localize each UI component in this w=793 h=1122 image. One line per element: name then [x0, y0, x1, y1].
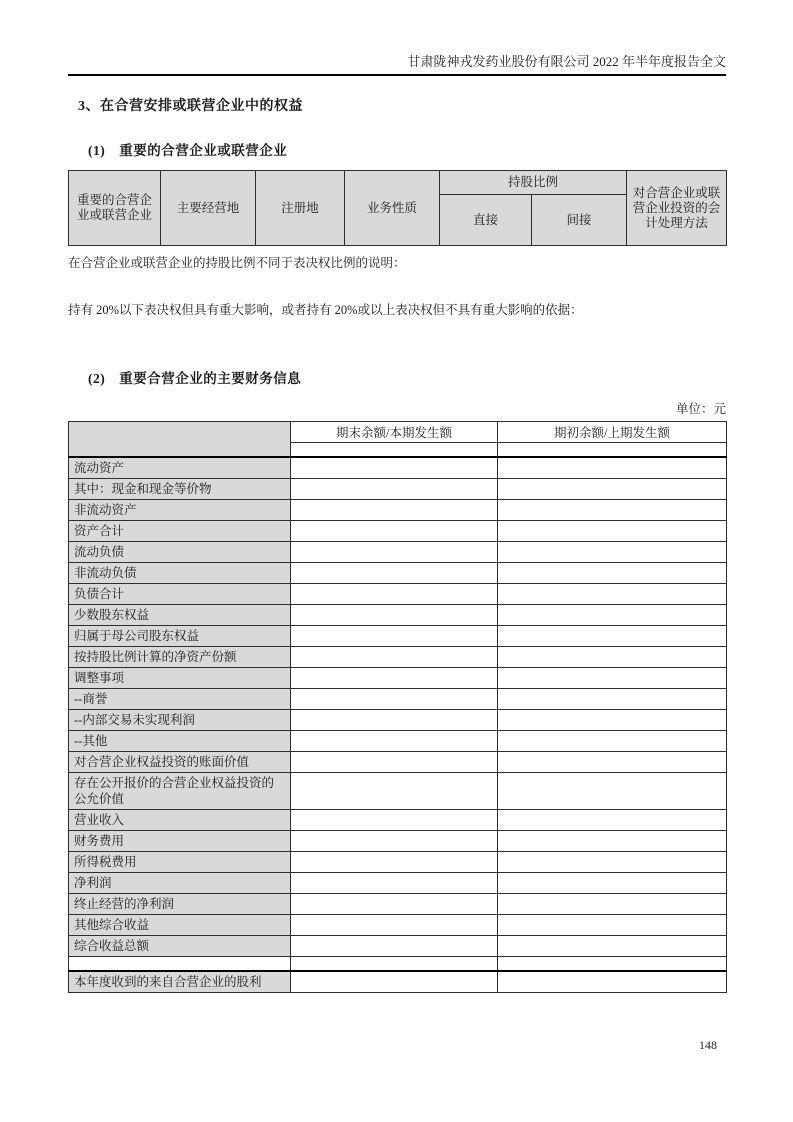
header-divider: [68, 74, 726, 76]
value-cell: [291, 809, 498, 830]
table-row: [69, 830, 727, 851]
row-label: 财务费用: [69, 830, 291, 851]
value-cell: [498, 478, 727, 499]
value-cell: [291, 751, 498, 772]
table-row: [69, 499, 727, 520]
table-row: [69, 562, 727, 583]
table-row: [69, 872, 727, 893]
subsection-1-heading: [88, 139, 287, 159]
row-label: 本年度收到的来自合营企业的股利: [69, 971, 291, 993]
value-cell: [498, 667, 727, 688]
row-label: 终止经营的净利润: [69, 893, 291, 914]
col-header-indirect: 间接: [532, 195, 627, 246]
table-row: [69, 914, 727, 935]
col-header-entity: 重要的合营企业或联营企业: [69, 171, 161, 246]
note-voting-ratio: 在合营企业或联营企业的持股比例不同于表决权比例的说明：: [68, 256, 406, 270]
value-cell: [291, 604, 498, 625]
row-label: 其他综合收益: [69, 914, 291, 935]
page-number: 148: [699, 1038, 717, 1052]
value-cell: [498, 751, 727, 772]
report-header-title: 甘肃陇神戎发药业股份有限公司 2022 年半年度报告全文: [407, 54, 726, 69]
joint-venture-table: [68, 170, 727, 246]
value-cell: [498, 688, 727, 709]
table-row: [69, 971, 727, 993]
value-cell: [291, 646, 498, 667]
value-cell: [498, 914, 727, 935]
value-cell: [291, 443, 498, 457]
row-label: 营业收入: [69, 809, 291, 830]
value-cell: [291, 830, 498, 851]
row-label: 非流动资产: [69, 499, 291, 520]
financial-table-body: [69, 457, 727, 993]
table-row: [69, 457, 727, 479]
table-row: [69, 646, 727, 667]
value-cell: [291, 457, 498, 479]
row-label: --其他: [69, 730, 291, 751]
col-header-current-period: 期末余额/本期发生额: [291, 422, 498, 443]
value-cell: [498, 851, 727, 872]
value-cell: [498, 809, 727, 830]
subsection-2-number: (2): [88, 371, 106, 386]
value-cell: [498, 971, 727, 993]
table-row: [69, 625, 727, 646]
table-row: [69, 478, 727, 499]
row-label: 综合收益总额: [69, 935, 291, 956]
subsection-2-title: 重要合营企业的主要财务信息: [119, 371, 302, 386]
col-header-accounting-method: 对合营企业或联营企业投资的会计处理方法: [627, 171, 727, 246]
row-label: 调整事项: [69, 667, 291, 688]
row-label: 流动资产: [69, 457, 291, 479]
table-row: [69, 520, 727, 541]
row-label: --内部交易未实现利润: [69, 709, 291, 730]
table-row: [69, 730, 727, 751]
spacer-row: [69, 956, 727, 971]
value-cell: [498, 893, 727, 914]
value-cell: [498, 830, 727, 851]
value-cell: [291, 872, 498, 893]
table-row: [69, 851, 727, 872]
row-label: 所得税费用: [69, 851, 291, 872]
row-label: 非流动负债: [69, 562, 291, 583]
table-row: [69, 541, 727, 562]
value-cell: [291, 914, 498, 935]
value-cell: [498, 457, 727, 479]
row-label: 负债合计: [69, 583, 291, 604]
value-cell: [291, 851, 498, 872]
value-cell: [498, 541, 727, 562]
subsection-1-title: 重要的合营企业或联营企业: [119, 143, 288, 158]
row-label: 对合营企业权益投资的账面价值: [69, 751, 291, 772]
col-header-shareholding-ratio: 持股比例: [440, 171, 627, 195]
table-row: [69, 709, 727, 730]
note-significant-influence: 持有 20%以下表决权但具有重大影响，或者持有 20%或以上表决权但不具有重大影响的依据：: [68, 303, 583, 317]
value-cell: [498, 872, 727, 893]
value-cell: [291, 971, 498, 993]
value-cell: [498, 935, 727, 956]
value-cell: [498, 604, 727, 625]
value-cell: [498, 443, 727, 457]
row-label: --商誉: [69, 688, 291, 709]
section-heading: 3、在合营安排或联营企业中的权益: [78, 99, 303, 114]
table-row: [69, 935, 727, 956]
financial-info-table: [68, 421, 727, 993]
subsection-2-heading: [88, 367, 301, 387]
value-cell: [498, 772, 727, 809]
table-row: [69, 583, 727, 604]
value-cell: [291, 478, 498, 499]
value-cell: [291, 520, 498, 541]
row-label: 按持股比例计算的净资产份额: [69, 646, 291, 667]
col-header-business: 业务性质: [345, 171, 440, 246]
row-label: 存在公开报价的合营企业权益投资的公允价值: [69, 772, 291, 809]
value-cell: [498, 646, 727, 667]
value-cell: [291, 935, 498, 956]
value-cell: [291, 562, 498, 583]
col-header-prior-period: 期初余额/上期发生额: [498, 422, 727, 443]
table-row: [69, 893, 727, 914]
value-cell: [291, 772, 498, 809]
value-cell: [498, 562, 727, 583]
value-cell: [498, 956, 727, 971]
value-cell: [291, 893, 498, 914]
table-row: [69, 604, 727, 625]
value-cell: [498, 499, 727, 520]
col-header-registration: 注册地: [256, 171, 345, 246]
col-header-place: 主要经营地: [161, 171, 256, 246]
subsection-1-number: (1): [88, 143, 106, 158]
table-row: [69, 772, 727, 809]
value-cell: [291, 730, 498, 751]
row-label: 净利润: [69, 872, 291, 893]
col-header-direct: 直接: [440, 195, 532, 246]
corner-cell: [69, 422, 291, 457]
value-cell: [291, 709, 498, 730]
table-row: [69, 751, 727, 772]
value-cell: [291, 688, 498, 709]
value-cell: [291, 499, 498, 520]
row-label: 归属于母公司股东权益: [69, 625, 291, 646]
row-label: 流动负债: [69, 541, 291, 562]
table-row: [69, 667, 727, 688]
row-label: 资产合计: [69, 520, 291, 541]
value-cell: [291, 625, 498, 646]
row-label: 其中：现金和现金等价物: [69, 478, 291, 499]
value-cell: [291, 541, 498, 562]
table-row: [69, 809, 727, 830]
unit-label: 单位：元: [675, 402, 726, 416]
value-cell: [498, 583, 727, 604]
financial-table-head-block: [69, 422, 727, 457]
value-cell: [498, 730, 727, 751]
value-cell: [291, 956, 498, 971]
value-cell: [498, 709, 727, 730]
row-label: 少数股东权益: [69, 604, 291, 625]
row-label: [69, 956, 291, 971]
value-cell: [291, 667, 498, 688]
value-cell: [498, 520, 727, 541]
table-row: [69, 688, 727, 709]
value-cell: [291, 583, 498, 604]
value-cell: [498, 625, 727, 646]
